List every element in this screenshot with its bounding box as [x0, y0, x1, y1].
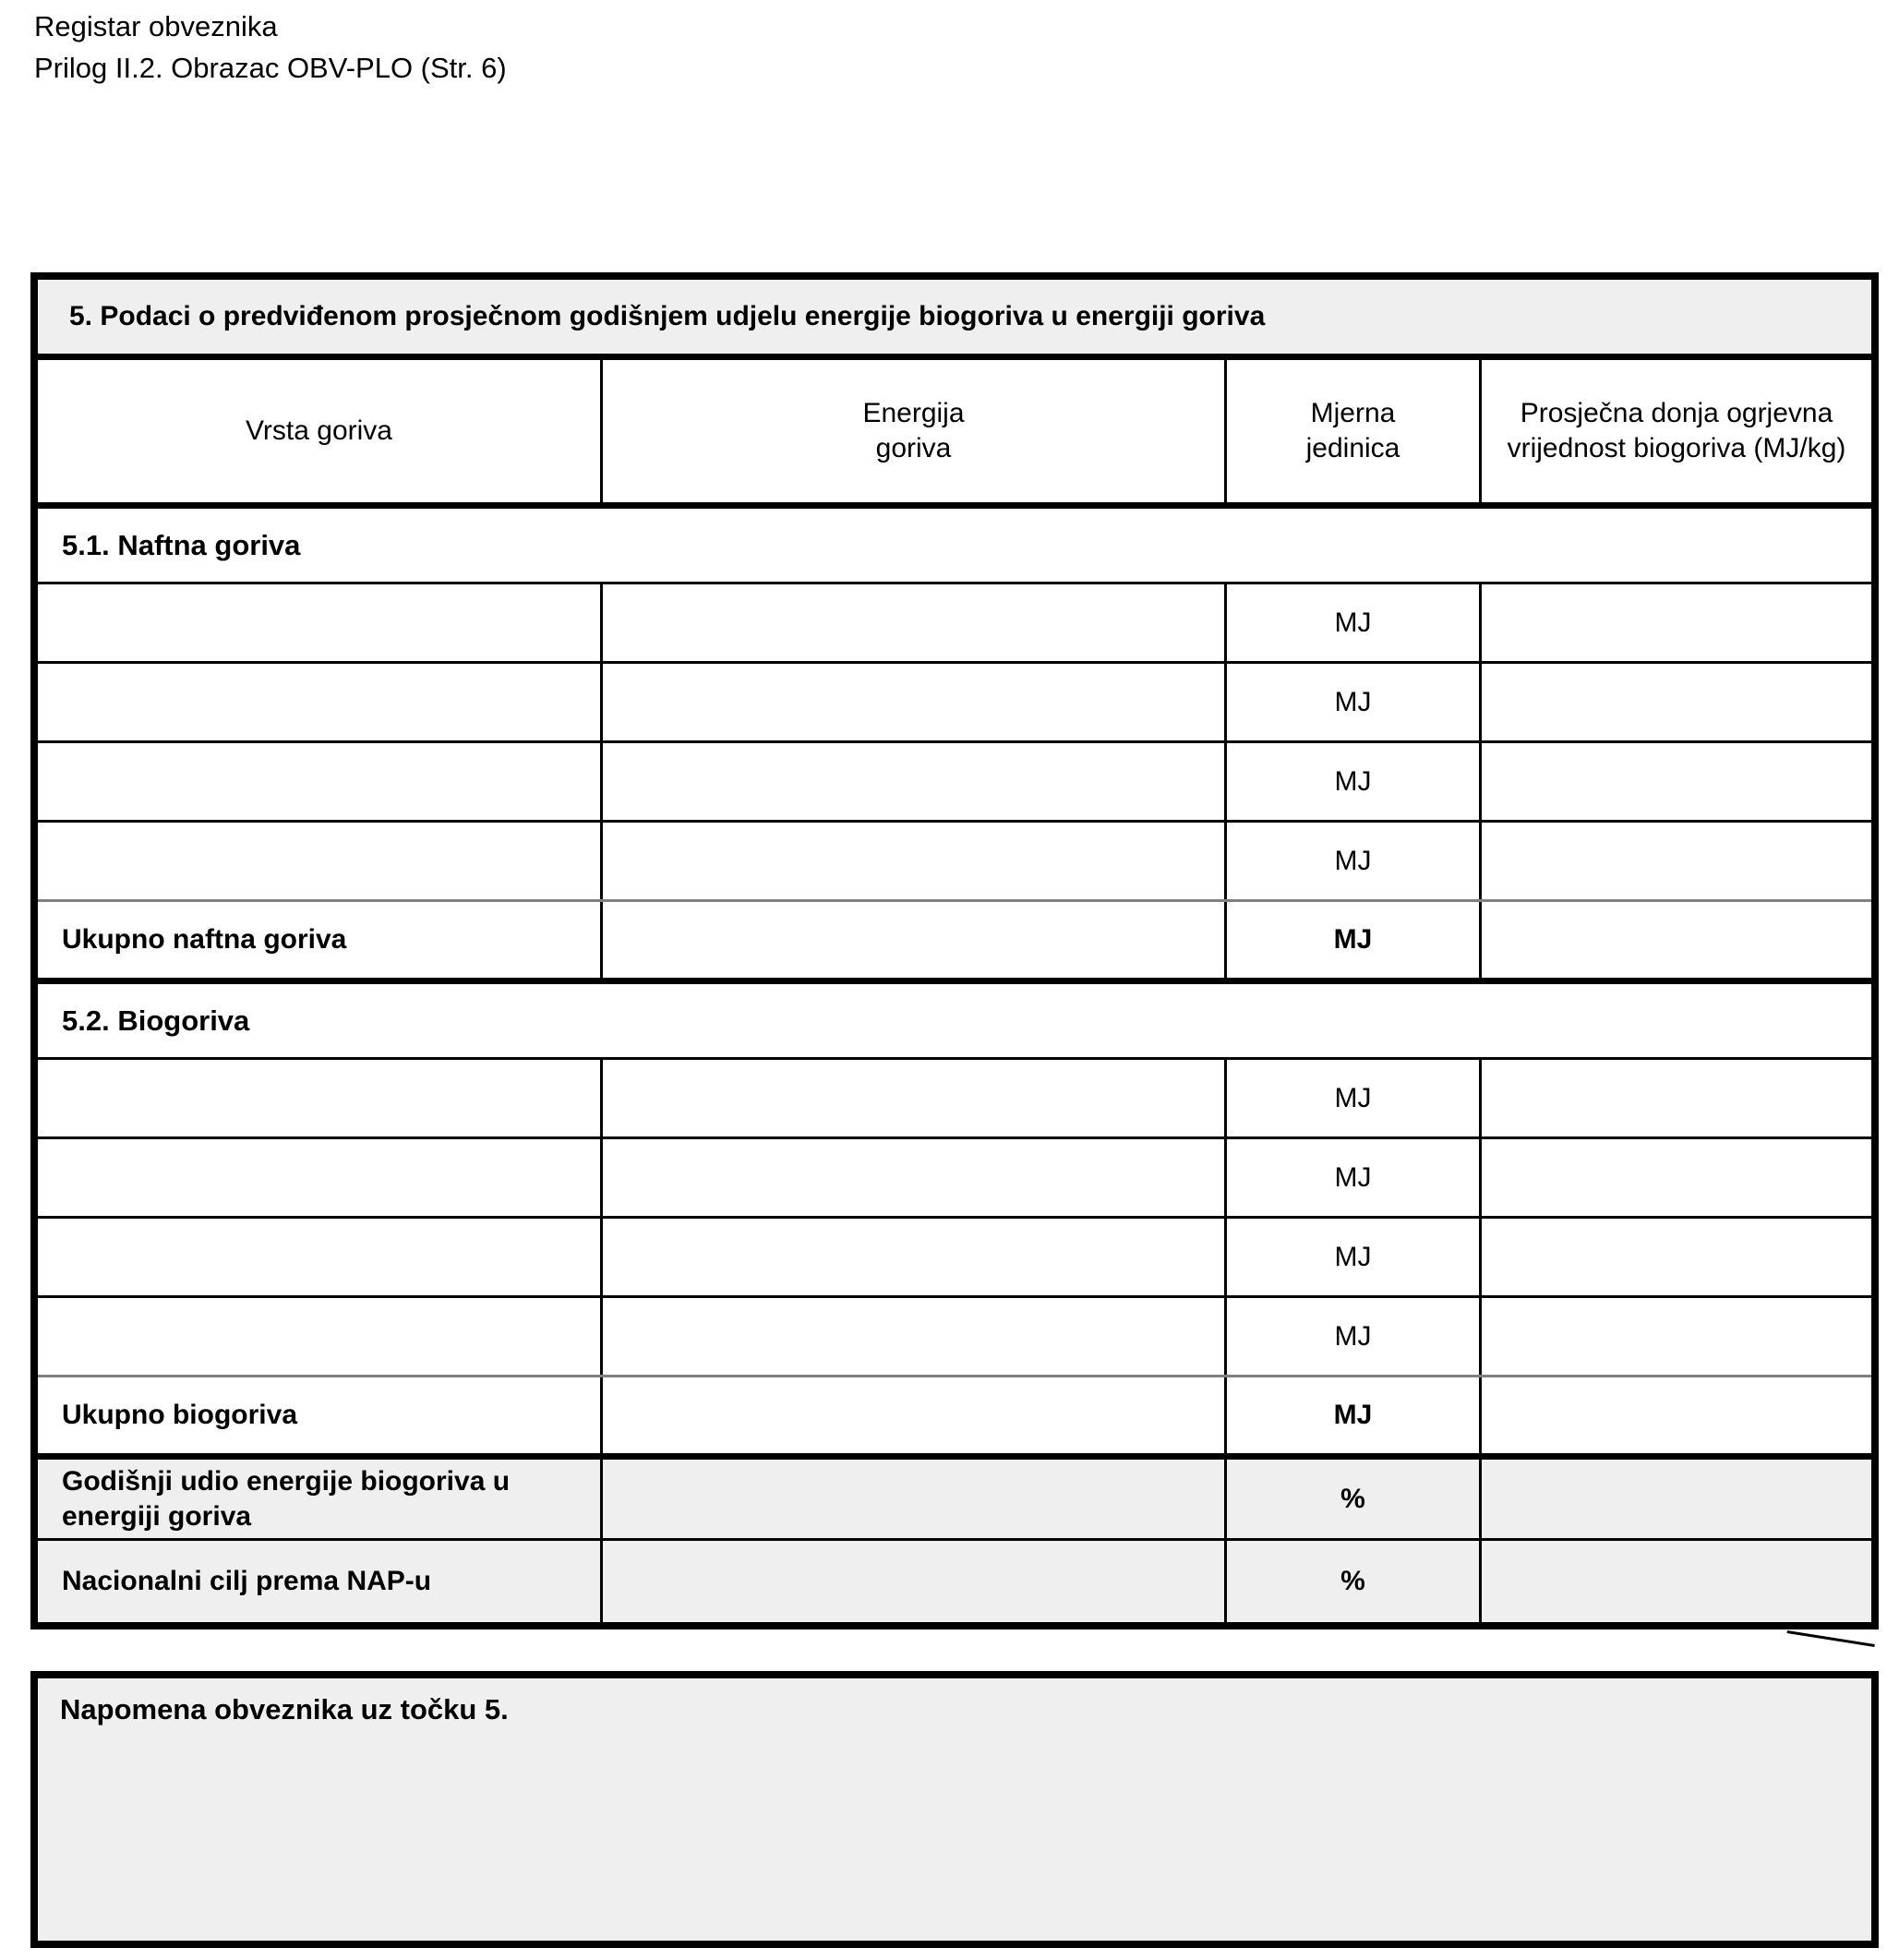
fuel-type-cell: [38, 1060, 603, 1136]
heating-value-cell: [1482, 1219, 1871, 1295]
heating-value-cell: [1482, 902, 1871, 978]
summary-value-cell: [603, 1460, 1227, 1538]
fuel-type-cell: [38, 1139, 603, 1216]
heating-value-cell: [1482, 1541, 1871, 1622]
table-title-row: [38, 280, 1871, 360]
heating-value-cell: [1482, 1060, 1871, 1136]
unit-cell: MJ: [1227, 1139, 1482, 1216]
total-label-cell: Ukupno naftna goriva: [38, 902, 603, 978]
fuel-type-cell: [38, 1298, 603, 1375]
fuel-energy-cell: [603, 902, 1227, 978]
note-box-title: Napomena obveznika uz točku 5.: [60, 1693, 509, 1726]
heating-value-cell: [1482, 1460, 1871, 1538]
column-header-fuel-energy: Energija goriva: [603, 360, 1227, 502]
unit-cell: MJ: [1227, 1219, 1482, 1295]
fuel-energy-cell: [603, 743, 1227, 820]
note-box: [30, 1671, 1879, 1948]
biofuel-share-table: [30, 272, 1879, 1629]
unit-cell: MJ: [1227, 1298, 1482, 1375]
unit-cell: MJ: [1227, 664, 1482, 740]
section-header-naftna-goriva: 5.1. Naftna goriva: [38, 509, 1871, 584]
heating-value-cell: [1482, 823, 1871, 899]
table-row: [38, 1219, 1871, 1298]
total-biogoriva-row: [38, 1377, 1871, 1460]
fuel-energy-cell: [603, 1060, 1227, 1136]
fuel-energy-cell: [603, 823, 1227, 899]
total-label-cell: Ukupno biogoriva: [38, 1377, 603, 1453]
section-header-biogoriva: 5.2. Biogoriva: [38, 984, 1871, 1060]
heating-value-cell: [1482, 1139, 1871, 1216]
fuel-energy-cell: [603, 1139, 1227, 1216]
fuel-energy-cell: [603, 584, 1227, 661]
page-curl-artifact: [1787, 1630, 1875, 1647]
unit-cell: MJ: [1227, 1060, 1482, 1136]
table-row: [38, 823, 1871, 902]
unit-cell: %: [1227, 1460, 1482, 1538]
column-header-fuel-type: Vrsta goriva: [38, 360, 603, 502]
fuel-energy-cell: [603, 664, 1227, 740]
fuel-type-cell: [38, 664, 603, 740]
fuel-type-cell: [38, 743, 603, 820]
fuel-type-cell: [38, 823, 603, 899]
table-row: [38, 1060, 1871, 1139]
fuel-energy-cell: [603, 1219, 1227, 1295]
fuel-energy-cell: [603, 1377, 1227, 1453]
unit-cell: MJ: [1227, 1377, 1482, 1453]
fuel-type-cell: [38, 584, 603, 661]
summary-value-cell: [603, 1541, 1227, 1622]
table-row: [38, 1139, 1871, 1219]
total-naftna-goriva-row: [38, 902, 1871, 984]
fuel-type-cell: [38, 1219, 603, 1295]
heating-value-cell: [1482, 584, 1871, 661]
column-header-heating-value: Prosječna donja ogrjevna vrijednost biogoriva (MJ/kg): [1507, 398, 1846, 463]
column-header-row: [38, 360, 1871, 509]
column-header-unit: Mjerna jedinica: [1227, 360, 1482, 502]
unit-cell: MJ: [1227, 823, 1482, 899]
document-header-line2: Prilog II.2. Obrazac OBV-PLO (Str. 6): [34, 52, 507, 84]
table-row: [38, 584, 1871, 664]
heating-value-cell: [1482, 1377, 1871, 1453]
unit-cell: MJ: [1227, 902, 1482, 978]
heating-value-cell: [1482, 1298, 1871, 1375]
unit-cell: MJ: [1227, 743, 1482, 820]
fuel-energy-cell: [603, 1298, 1227, 1375]
summary-label-cell: Godišnji udio energije biogoriva u energiji goriva: [38, 1460, 603, 1538]
unit-cell: %: [1227, 1541, 1482, 1622]
annual-share-row: [38, 1460, 1871, 1541]
unit-cell: MJ: [1227, 584, 1482, 661]
table-row: [38, 743, 1871, 823]
national-target-row: [38, 1541, 1871, 1622]
document-header: [34, 6, 507, 89]
document-header-line1: Registar obveznika: [34, 10, 278, 42]
summary-label-cell: Nacionalni cilj prema NAP-u: [38, 1541, 603, 1622]
heating-value-cell: [1482, 664, 1871, 740]
heating-value-cell: [1482, 743, 1871, 820]
table-row: [38, 664, 1871, 743]
table-row: [38, 1298, 1871, 1377]
table-title: 5. Podaci o predviđenom prosječnom godišnjem udjelu energije biogoriva u energiji goriva: [69, 301, 1266, 331]
